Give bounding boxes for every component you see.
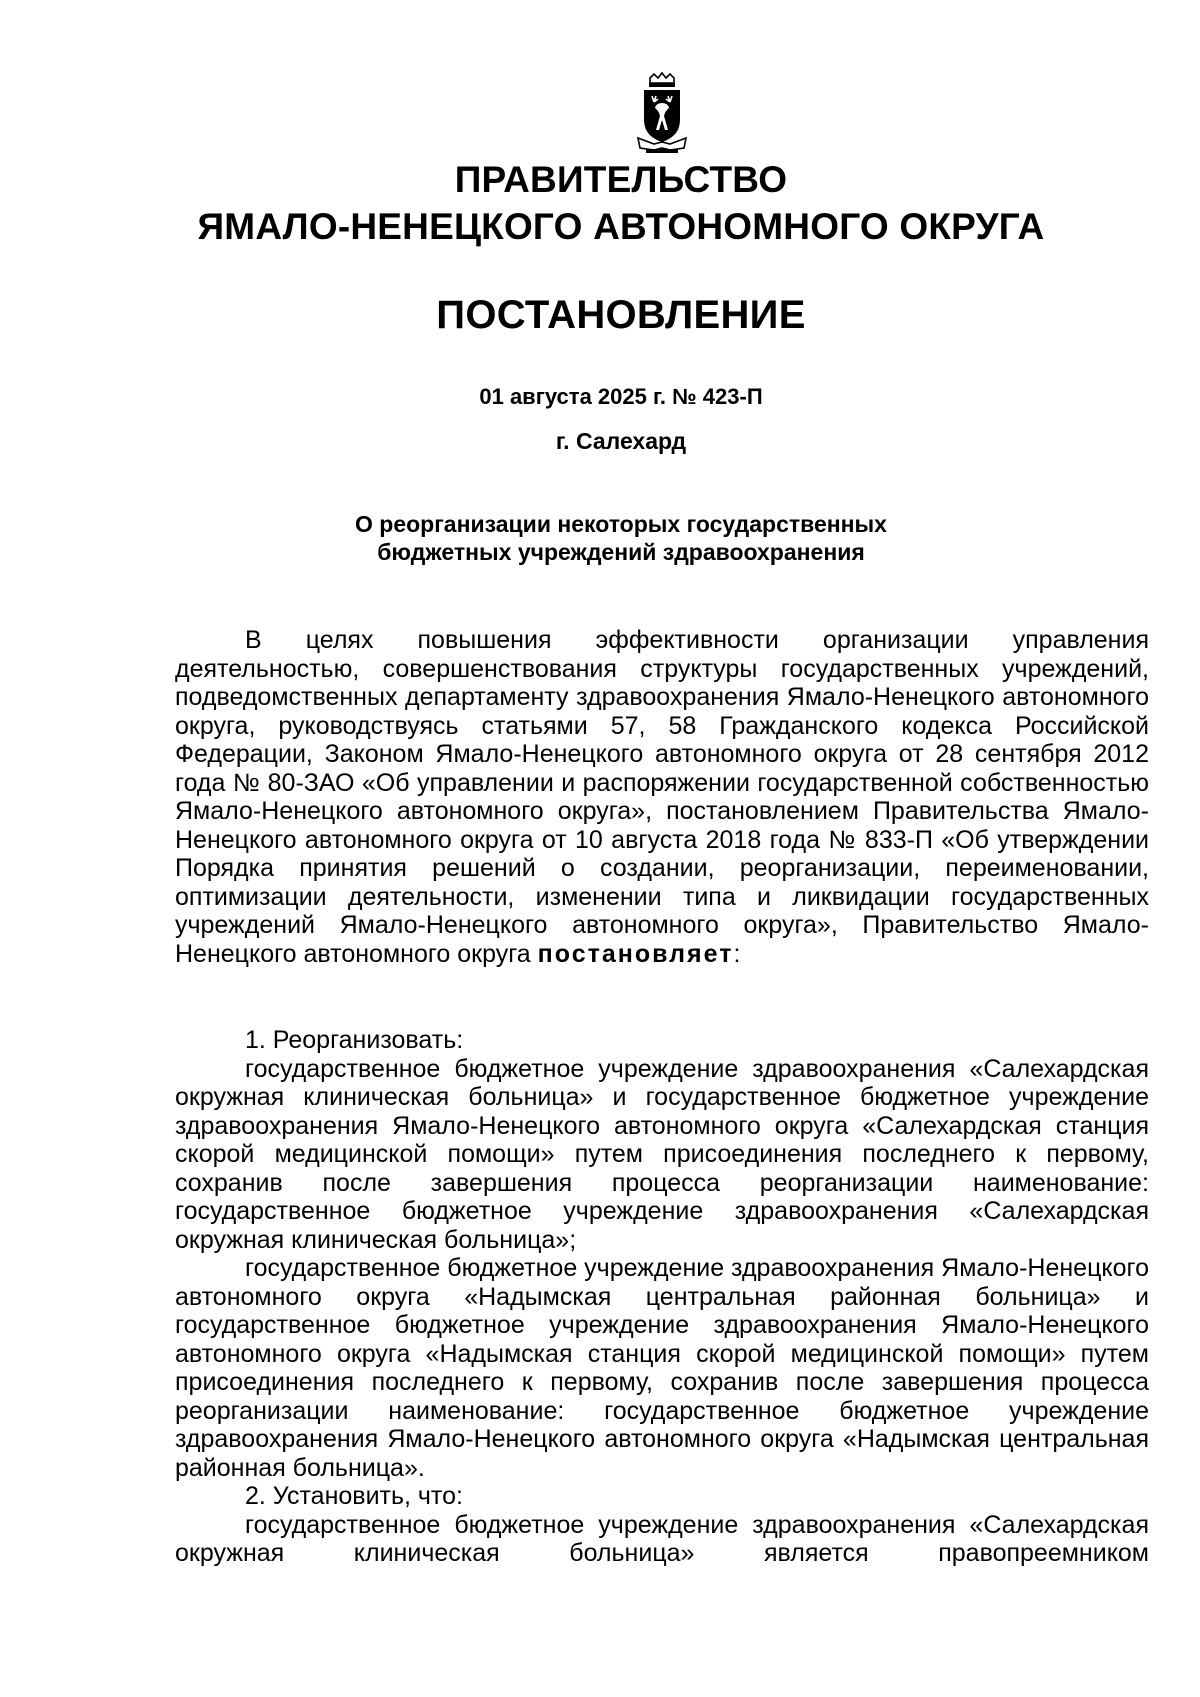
preamble-body: В целях повышения эффективности организации управления деятельностью, совершенствования структуры государственных учреждений, подведомственных департаменту здравоохранения Ямало-Ненецкого автономного округа, руководствуясь статьями 57, 58 Гражданского кодекса Российской Федерации, Законом Ямало-Ненецкого автономного округа от 28 сентября 2012 года № 80-ЗАО «Об управлении и распоряжении государственной собственностью Ямало-Ненецкого автономного округа», постановлением Правительства Ямало-Ненецкого автономного округа от 10 августа 2018 года № 833-П «Об утверждении Порядка принятия решений о создании, реорганизации, переименовании, оптимизации деятельности, изменении типа и ликвидации государственных учреждений Ямало-Ненецкого автономного округа», Правительство Ямало-Ненецкого автономного округа: [175, 626, 1149, 968]
item1-paragraph1: государственное бюджетное учреждение здравоохранения «Салехардская окружная клиническая больница» и государственное бюджетное учреждение здравоохранения Ямало-Ненецкого автономного округа «Салехардская станция скорой медицинской помощи» путем присоединения последнего к первому, сохранив после завершения процесса реорганизации наименование: государственное бюджетное учреждение здравоохранения «Салехардская окружная клиническая больница»;: [175, 1054, 1149, 1254]
decree-subject: [72, 510, 1170, 566]
item1-heading: 1. Реорганизовать:: [245, 1026, 464, 1054]
keyword-postanovlyaet: постановляет: [537, 939, 734, 968]
item2-heading: 2. Установить, что:: [245, 1482, 463, 1510]
city-name: г. Салехард: [555, 428, 687, 454]
government-title-line1: ПРАВИТЕЛЬСТВО: [454, 159, 788, 200]
preamble-paragraph: [175, 626, 1149, 968]
subject-line2: бюджетных учреждений здравоохранения: [377, 539, 865, 565]
item2-paragraph1: государственное бюджетное учреждение здравоохранения «Салехардская окружная клиническая больница» является правопреемником: [175, 1510, 1149, 1567]
subject-line1: О реорганизации некоторых государственных: [355, 511, 887, 537]
coat-of-arms-icon: [632, 72, 692, 154]
preamble-colon: :: [733, 939, 741, 968]
government-title-line2: ЯМАЛО-НЕНЕЦКОГО АВТОНОМНОГО ОКРУГА: [197, 206, 1045, 247]
document-type-title: ПОСТАНОВЛЕНИЕ: [436, 293, 806, 337]
decree-items: [175, 1026, 1149, 1568]
preamble-text: [175, 626, 1149, 968]
date-and-number: 01 августа 2025 г. № 423-П: [479, 384, 763, 409]
item1-paragraph2: государственное бюджетное учреждение здравоохранения Ямало-Ненецкого автономного округа «Надымская центральная районная больница» и государственное бюджетное учреждение здравоохранения Ямало-Ненецкого автономного округа «Надымская станция скорой медицинской помощи» путем присоединения последнего к первому, сохранив после завершения процесса реорганизации наименование: государственное бюджетное учреждение здравоохранения Ямало-Ненецкого автономного округа «Надымская центральная районная больница».: [175, 1254, 1149, 1482]
